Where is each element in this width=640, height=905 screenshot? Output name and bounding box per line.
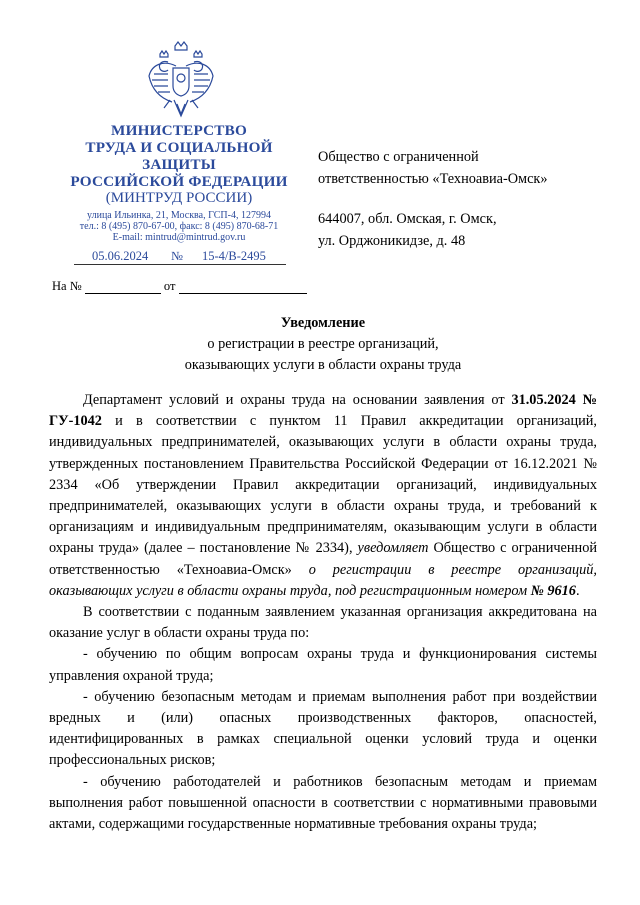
- p1-notifies: уведомляет: [357, 540, 429, 557]
- p1-text-c: Общество с ограниченной ответственностью «Техноавиа-Омск»: [49, 540, 597, 578]
- list-item: - обучению работодателей и работников безопасным методам и приемам выполнения работ повышенной опасности в соответствии с нормативными правовыми актами, содержащими государственные нормативные требования охраны труда;: [49, 773, 597, 833]
- ministry-email: E-mail: mintrud@mintrud.gov.ru: [112, 232, 246, 243]
- title-heading: Уведомление: [280, 315, 366, 331]
- reference-number-label: На №: [52, 279, 82, 293]
- recipient-line-1: Общество с ограниченной: [318, 149, 479, 165]
- registry-number: № 9616: [530, 582, 576, 599]
- recipient-address-line-2: ул. Орджоникидзе, д. 48: [318, 233, 466, 249]
- reference-from-label: от: [163, 279, 176, 293]
- ministry-name-line-2: ТРУДА И СОЦИАЛЬНОЙ: [85, 139, 273, 156]
- ministry-name-line-3: ЗАЩИТЫ: [142, 156, 216, 173]
- registration-number-label: №: [171, 249, 183, 263]
- recipient-address-line-1: 644007, обл. Омская, г. Омск,: [318, 211, 497, 227]
- ministry-block: [50, 122, 308, 243]
- recipient-block: [318, 146, 608, 252]
- list-item: - обучению безопасным методам и приемам выполнения работ при воздействии вредных и (или) опасных производственных факторов, опасностей, идентифицированных в рамках специальной оценки условий труда и оценки профессиональных рисков;: [49, 688, 597, 769]
- registration-underline: [74, 264, 286, 265]
- p1-text-a: Департамент условий и охраны труда на основании заявления от: [83, 392, 512, 408]
- title-line-1: о регистрации в реестре организаций,: [207, 336, 439, 352]
- ministry-address: улица Ильинка, 21, Москва, ГСП-4, 127994: [87, 210, 271, 221]
- recipient-line-2: ответственностью «Техноавиа-Омск»: [318, 171, 548, 187]
- document-title: [50, 313, 596, 376]
- ministry-name-line-4: РОССИЙСКОЙ ФЕДЕРАЦИИ: [70, 173, 288, 190]
- p1-registration-text: о регистрации в реестре организаций, оказывающих услуги в области охраны труда, под регистрационным номером: [49, 561, 597, 599]
- document-body: [49, 390, 597, 835]
- paragraph-2: В соответствии с поданным заявлением указанная организация аккредитована на оказание услуг в области охраны труда по:: [49, 604, 597, 642]
- coat-of-arms-icon: [146, 40, 216, 122]
- reference-line: [52, 279, 307, 294]
- p1-text-b: и в соответствии с пунктом 11 Правил аккредитации организаций, индивидуальных предпринимателей, оказывающих услуги в области охраны труда, утвержденных постановлением Правительства Российской Федерации от 16.12.2021 № 2334 «Об утверждении Правил аккредитации организаций, индивидуальных предпринимателей, оказывающих услуги в области охраны труда, и требований к организациям и индивидуальным предпринимателям, оказывающим услуги в области охраны труда» (далее – постановление № 2334),: [49, 413, 597, 557]
- application-date: 31.05.2024: [511, 392, 576, 408]
- ministry-name-line-1: МИНИСТЕРСТВО: [111, 122, 247, 139]
- registration-number: 15-4/В-2495: [202, 249, 266, 263]
- ministry-phone: тел.: 8 (495) 870-67-00, факс: 8 (495) 870-68-71: [79, 221, 279, 232]
- registration-date: 05.06.2024: [92, 249, 149, 263]
- paragraph-1: [49, 390, 597, 602]
- reference-number-blank: [85, 282, 161, 294]
- ministry-short-name: (МИНТРУД РОССИИ): [105, 190, 253, 206]
- p1-end: .: [575, 582, 580, 599]
- reference-date-blank: [179, 282, 307, 294]
- title-line-2: оказывающих услуги в области охраны труда: [184, 357, 462, 373]
- p1-space: [576, 392, 583, 408]
- application-number: № ГУ-1042: [49, 392, 597, 430]
- list-item: - обучению по общим вопросам охраны труда и функционирования системы управления охраной труда;: [49, 646, 597, 684]
